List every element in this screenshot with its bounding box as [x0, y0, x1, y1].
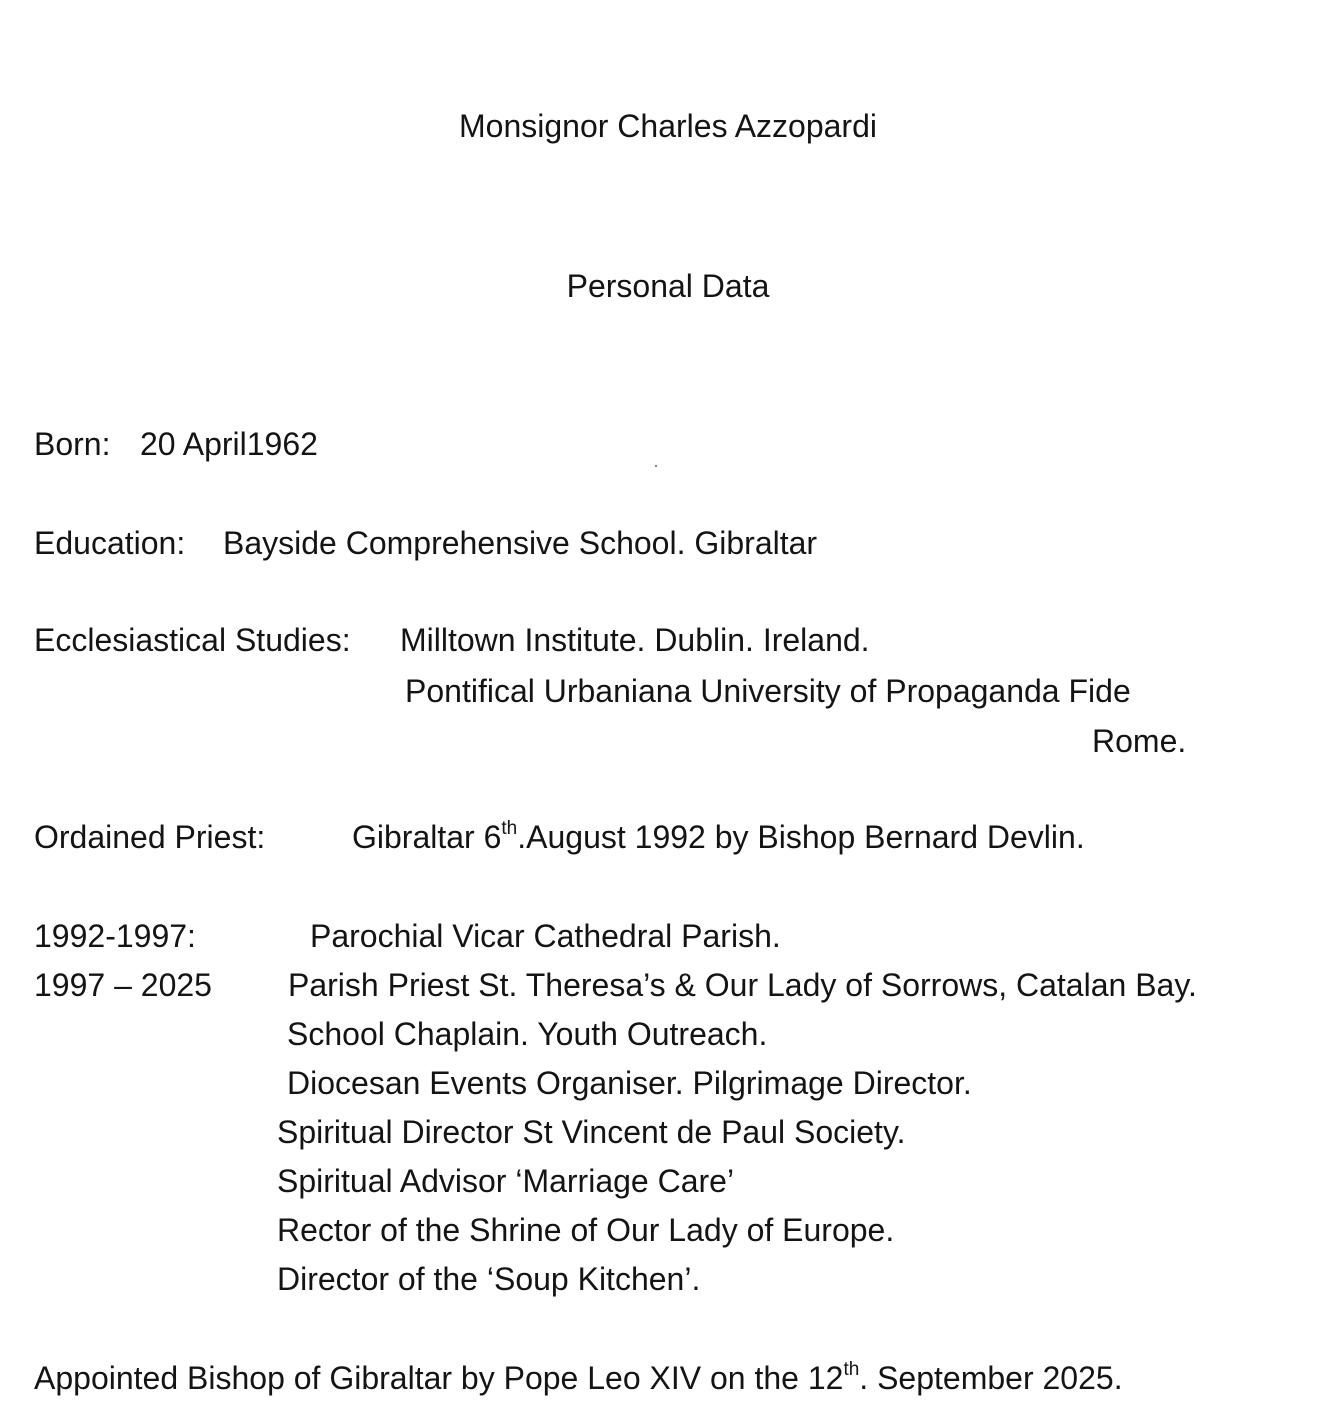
born-value: 20 April1962 [140, 426, 318, 462]
education-value: Bayside Comprehensive School. Gibraltar [223, 525, 818, 561]
career-role: Director of the ‘Soup Kitchen’. [277, 1261, 701, 1297]
appointment-text-rest: . September 2025. [859, 1360, 1123, 1396]
career-role: Parish Priest St. Theresa’s & Our Lady of Sorrows, Catalan Bay. [288, 967, 1197, 1003]
ordained-value [352, 818, 1085, 855]
career-role: Spiritual Director St Vincent de Paul Society. [277, 1114, 906, 1150]
appointment-ordinal-suffix: th [843, 1359, 860, 1380]
education-label: Education: [34, 525, 186, 561]
career-role: Rector of the Shrine of Our Lady of Europe. [277, 1212, 895, 1248]
career-role: Diocesan Events Organiser. Pilgrimage Director. [287, 1065, 972, 1101]
born-label: Born: [34, 426, 111, 462]
scan-speck [655, 465, 657, 467]
career-role-1: Parochial Vicar Cathedral Parish. [310, 918, 781, 954]
ecclesiastical-line-1: Milltown Institute. Dublin. Ireland. [400, 622, 870, 658]
ordained-label: Ordained Priest: [34, 819, 266, 855]
ecclesiastical-line-2: Pontifical Urbaniana University of Propaganda Fide [405, 673, 1131, 709]
ecclesiastical-line-3: Rome. [1092, 723, 1187, 759]
ordained-ordinal-suffix: th [501, 818, 518, 839]
section-heading: Personal Data [566, 268, 770, 304]
career-years-1: 1992-1997: [34, 918, 196, 954]
career-role: Spiritual Advisor ‘Marriage Care’ [277, 1163, 735, 1199]
ordained-value-text: Gibraltar 6 [352, 819, 502, 855]
career-role: School Chaplain. Youth Outreach. [287, 1016, 768, 1052]
ecclesiastical-label: Ecclesiastical Studies: [34, 622, 351, 658]
ordained-value-rest: .August 1992 by Bishop Bernard Devlin. [517, 819, 1085, 855]
appointment-statement [34, 1359, 1123, 1396]
appointment-text: Appointed Bishop of Gibraltar by Pope Leo XIV on the 12 [34, 1360, 844, 1396]
career-years-2: 1997 – 2025 [34, 967, 212, 1003]
document-title: Monsignor Charles Azzopardi [459, 108, 877, 144]
